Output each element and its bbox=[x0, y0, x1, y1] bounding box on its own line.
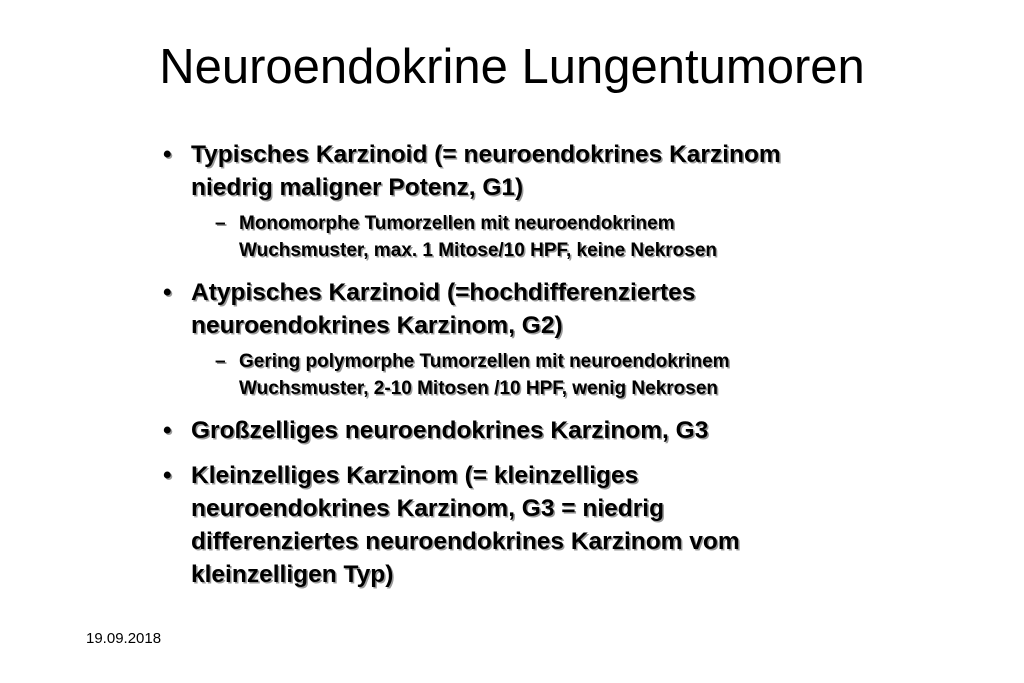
bullet-line: neuroendokrines Karzinom, G3 = niedrig bbox=[191, 495, 665, 522]
sub-line: Monomorphe Tumorzellen mit neuroendokrinem bbox=[239, 213, 675, 234]
list-item bbox=[163, 138, 943, 264]
footer-date: 19.09.2018 bbox=[86, 630, 162, 647]
bullet-line: Atypisches Karzinoid (=hochdifferenziertes bbox=[191, 279, 696, 306]
bullet-marker: • bbox=[163, 462, 172, 489]
bullet-list bbox=[163, 138, 943, 603]
bullet-line: differenziertes neuroendokrines Karzinom vom bbox=[191, 528, 740, 555]
bullet-text bbox=[191, 462, 740, 588]
bullet-line: Kleinzelliges Karzinom (= kleinzelliges bbox=[191, 462, 639, 489]
bullet-text bbox=[191, 141, 781, 201]
sub-list-item bbox=[191, 348, 943, 402]
dash-marker: – bbox=[215, 213, 226, 234]
list-item bbox=[163, 459, 943, 591]
bullet-line: Typisches Karzinoid (= neuroendokrines Karzinom bbox=[191, 141, 781, 168]
sub-line: Gering polymorphe Tumorzellen mit neuroendokrinem bbox=[239, 351, 730, 372]
slide-title: Neuroendokrine Lungentumoren bbox=[159, 40, 865, 94]
dash-marker: – bbox=[215, 351, 226, 372]
sub-list bbox=[191, 348, 943, 402]
bullet-line: niedrig maligner Potenz, G1) bbox=[191, 174, 524, 201]
bullet-marker: • bbox=[163, 417, 172, 444]
list-item bbox=[163, 414, 943, 447]
bullet-line: neuroendokrines Karzinom, G2) bbox=[191, 312, 563, 339]
bullet-marker: • bbox=[163, 279, 172, 306]
sub-line: Wuchsmuster, 2-10 Mitosen /10 HPF, wenig Nekrosen bbox=[239, 378, 719, 399]
sub-list-item bbox=[191, 210, 943, 264]
bullet-text bbox=[191, 279, 695, 339]
bullet-marker: • bbox=[163, 141, 172, 168]
bullet-line: kleinzelligen Typ) bbox=[191, 561, 394, 588]
bullet-line: Großzelliges neuroendokrines Karzinom, G3 bbox=[191, 417, 709, 444]
list-item bbox=[163, 276, 943, 402]
sub-list bbox=[191, 210, 943, 264]
sub-line: Wuchsmuster, max. 1 Mitose/10 HPF, keine Nekrosen bbox=[239, 240, 718, 261]
